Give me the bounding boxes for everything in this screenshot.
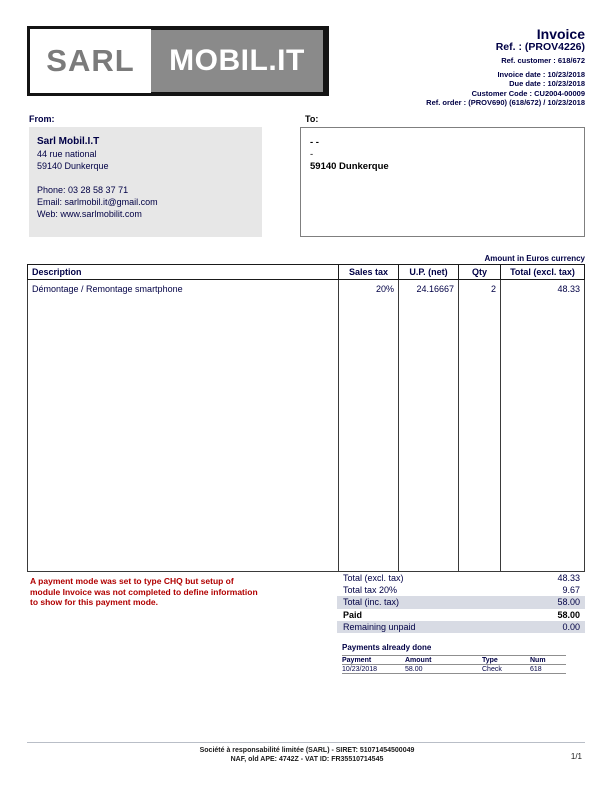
remaining-unpaid-row [337, 621, 585, 633]
total-excl-tax-value: 48.33 [557, 573, 580, 584]
logo-right-box [151, 26, 329, 96]
to-address-box [300, 127, 585, 237]
footer-legal [47, 746, 567, 764]
payments-col-payment: Payment [342, 656, 372, 664]
sender-address-line2: 59140 Dunkerque [37, 161, 109, 171]
col-header-total: Total (excl. tax) [510, 267, 575, 277]
recipient-name: - - [310, 137, 319, 148]
from-address-box [29, 127, 262, 237]
footer-line2: NAF, old APE: 4742Z - VAT ID: FR35510714545 [230, 756, 384, 763]
customer-code: Customer Code : CU2004-00009 [471, 88, 585, 98]
invoice-ref: Ref. : (PROV4226) [495, 41, 585, 53]
remaining-unpaid-label: Remaining unpaid [343, 621, 416, 632]
items-table [27, 264, 585, 572]
payments-col-amount: Amount [405, 656, 432, 664]
items-table-body [27, 280, 585, 572]
total-excl-tax-row [337, 572, 585, 584]
ref-order: Ref. order : (PROV690) (618/672) / 10/23/2018 [426, 98, 585, 107]
remaining-unpaid-value: 0.00 [562, 621, 580, 632]
paid-label: Paid [343, 609, 363, 620]
paid-value: 58.00 [557, 609, 580, 620]
total-tax-label: Total tax 20% [343, 585, 398, 596]
payments-header-row [342, 656, 566, 665]
payments-title: Payments already done [342, 643, 432, 652]
total-tax-row [337, 584, 585, 596]
payment-type: Check [482, 665, 502, 673]
from-label: From: [29, 114, 55, 124]
total-inc-tax-label: Total (inc. tax) [343, 597, 400, 608]
invoice-date: Invoice date : 10/23/2018 [497, 69, 585, 79]
footer-line1: Société à responsabilité limitée (SARL) - SIRET: 51071454500049 [199, 747, 415, 754]
logo-text-mobilit: MOBIL.IT [169, 44, 305, 77]
payments-data-row [342, 665, 566, 674]
col-header-description: Description [28, 265, 339, 279]
paid-row [337, 609, 585, 621]
item-sales-tax: 20% [339, 280, 399, 571]
recipient-address-line1: - [310, 149, 314, 160]
total-excl-tax-label: Total (excl. tax) [343, 573, 404, 584]
payment-num: 618 [530, 665, 542, 673]
total-inc-tax-value: 58.00 [557, 597, 580, 608]
sender-name: Sarl Mobil.I.T [37, 136, 100, 147]
page-number: 1/1 [570, 752, 582, 761]
payment-date: 10/23/2018 [342, 665, 378, 673]
logo-left-box [27, 26, 151, 96]
currency-note: Amount in Euros currency [484, 254, 585, 263]
payments-col-num: Num [530, 656, 546, 664]
to-label: To: [305, 114, 319, 124]
total-inc-tax-row [337, 596, 585, 608]
footer-divider [27, 742, 585, 743]
item-qty: 2 [459, 280, 501, 571]
item-description: Démontage / Remontage smartphone [28, 280, 339, 571]
payment-mode-warning [30, 576, 302, 608]
payments-table [342, 655, 566, 674]
warning-line2: module Invoice was not completed to define information [30, 586, 258, 597]
payment-amount: 58.00 [405, 665, 423, 673]
logo-text-sarl: SARL [46, 43, 135, 78]
invoice-meta [426, 56, 585, 108]
items-table-header [27, 264, 585, 280]
sender-address-line1: 44 rue national [37, 149, 97, 159]
company-logo [27, 26, 329, 96]
item-unit-price: 24.16667 [399, 280, 459, 571]
recipient-address-line2: 59140 Dunkerque [310, 161, 389, 172]
spacer [37, 172, 254, 184]
sender-phone: Phone: 03 28 58 37 71 [37, 185, 129, 195]
totals-section [337, 572, 585, 633]
payments-col-type: Type [482, 656, 498, 664]
col-header-qty: Qty [459, 265, 501, 279]
ref-customer: Ref. customer : 618/672 [501, 56, 585, 65]
sender-email: Email: sarlmobil.it@gmail.com [37, 197, 158, 207]
payments-section [342, 643, 566, 674]
item-total: 48.33 [557, 284, 580, 294]
sender-web: Web: www.sarlmobilit.com [37, 209, 142, 219]
due-date: Due date : 10/23/2018 [509, 79, 585, 88]
col-header-unit-price: U.P. (net) [399, 265, 459, 279]
total-tax-value: 9.67 [562, 585, 580, 596]
warning-line3: to show for this payment mode. [30, 597, 158, 607]
col-header-sales-tax: Sales tax [339, 265, 399, 279]
warning-line1: A payment mode was set to type CHQ but setup of [30, 576, 234, 586]
invoice-title: Invoice [536, 26, 585, 42]
